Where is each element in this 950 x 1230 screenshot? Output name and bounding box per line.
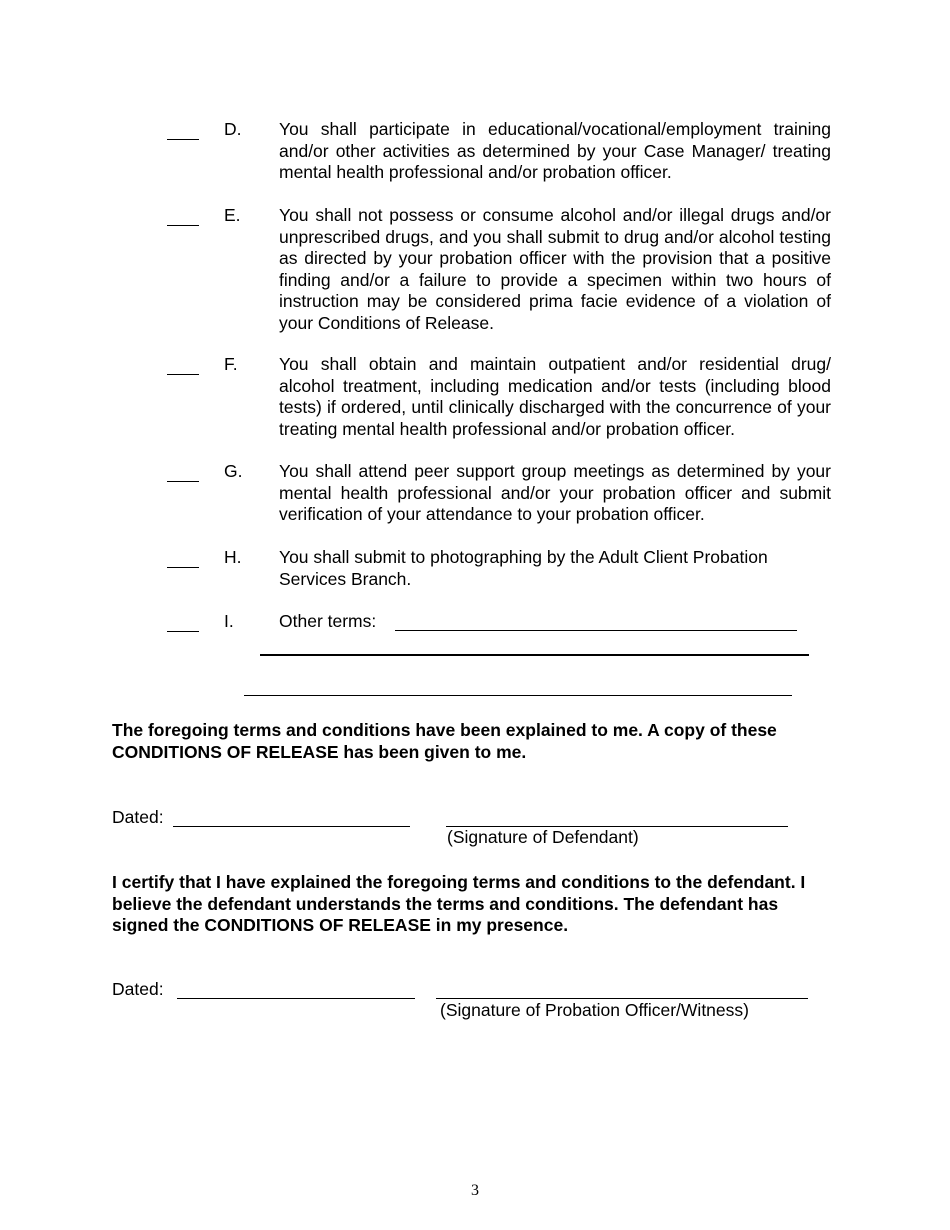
defendant-signature-caption: (Signature of Defendant) bbox=[447, 827, 639, 847]
condition-checkbox-blank[interactable] bbox=[167, 356, 199, 375]
condition-checkbox-blank[interactable] bbox=[167, 121, 199, 140]
condition-checkbox-blank[interactable] bbox=[167, 207, 199, 226]
acknowledgement-statement: The foregoing terms and conditions have been explained to me. A copy of these CONDITIONS OF RELEASE has been given to me. bbox=[112, 720, 777, 762]
page-number: 3 bbox=[471, 1182, 479, 1199]
condition-letter: H. bbox=[224, 547, 242, 567]
condition-text: You shall submit to photographing by the Adult Client Probation Services Branch. bbox=[279, 547, 768, 589]
condition-letter: F. bbox=[224, 354, 238, 374]
other-terms-line-2[interactable] bbox=[260, 654, 809, 656]
officer-signature-line[interactable] bbox=[436, 998, 808, 999]
condition-text: You shall obtain and maintain outpatient and/or residential drug/ alcohol treatment, including medication and/or tests (including blood tests) if ordered, until clinically discharged with the concurrence of your treating mental health professional and/or probation officer. bbox=[279, 354, 831, 439]
condition-text: You shall participate in educational/vocational/employment training and/or other activities as determined by your Case Manager/ treating mental health professional and/or probation officer. bbox=[279, 119, 831, 183]
other-terms-line-3[interactable] bbox=[244, 695, 792, 696]
other-terms-line-1[interactable] bbox=[395, 630, 797, 631]
condition-letter: G. bbox=[224, 461, 243, 481]
condition-letter: I. bbox=[224, 611, 234, 631]
condition-letter: D. bbox=[224, 119, 242, 139]
condition-checkbox-blank[interactable] bbox=[167, 463, 199, 482]
condition-checkbox-blank[interactable] bbox=[167, 549, 199, 568]
defendant-date-line[interactable] bbox=[173, 826, 410, 827]
officer-signature-caption: (Signature of Probation Officer/Witness) bbox=[440, 1000, 749, 1020]
defendant-dated-label: Dated: bbox=[112, 807, 164, 827]
condition-text: You shall attend peer support group meetings as determined by your mental health professional and/or your probation officer and submit verification of your attendance to your probation officer. bbox=[279, 461, 831, 525]
officer-dated-label: Dated: bbox=[112, 979, 164, 999]
condition-letter: E. bbox=[224, 205, 241, 225]
officer-date-line[interactable] bbox=[177, 998, 415, 999]
condition-checkbox-blank[interactable] bbox=[167, 613, 199, 632]
other-terms-label: Other terms: bbox=[279, 611, 377, 631]
certification-statement: I certify that I have explained the foregoing terms and conditions to the defendant. I believe the defendant understands the terms and conditions. The defendant has signed the CONDITIONS OF RELEASE in my presence. bbox=[112, 872, 806, 936]
condition-text: You shall not possess or consume alcohol and/or illegal drugs and/or unprescribed drugs, and you shall submit to drug and/or alcohol testing as directed by your probation officer with the provision that a positive finding and/or a failure to provide a specimen within two hours of instruction may be considered prima facie evidence of a violation of your Conditions of Release. bbox=[279, 205, 831, 333]
